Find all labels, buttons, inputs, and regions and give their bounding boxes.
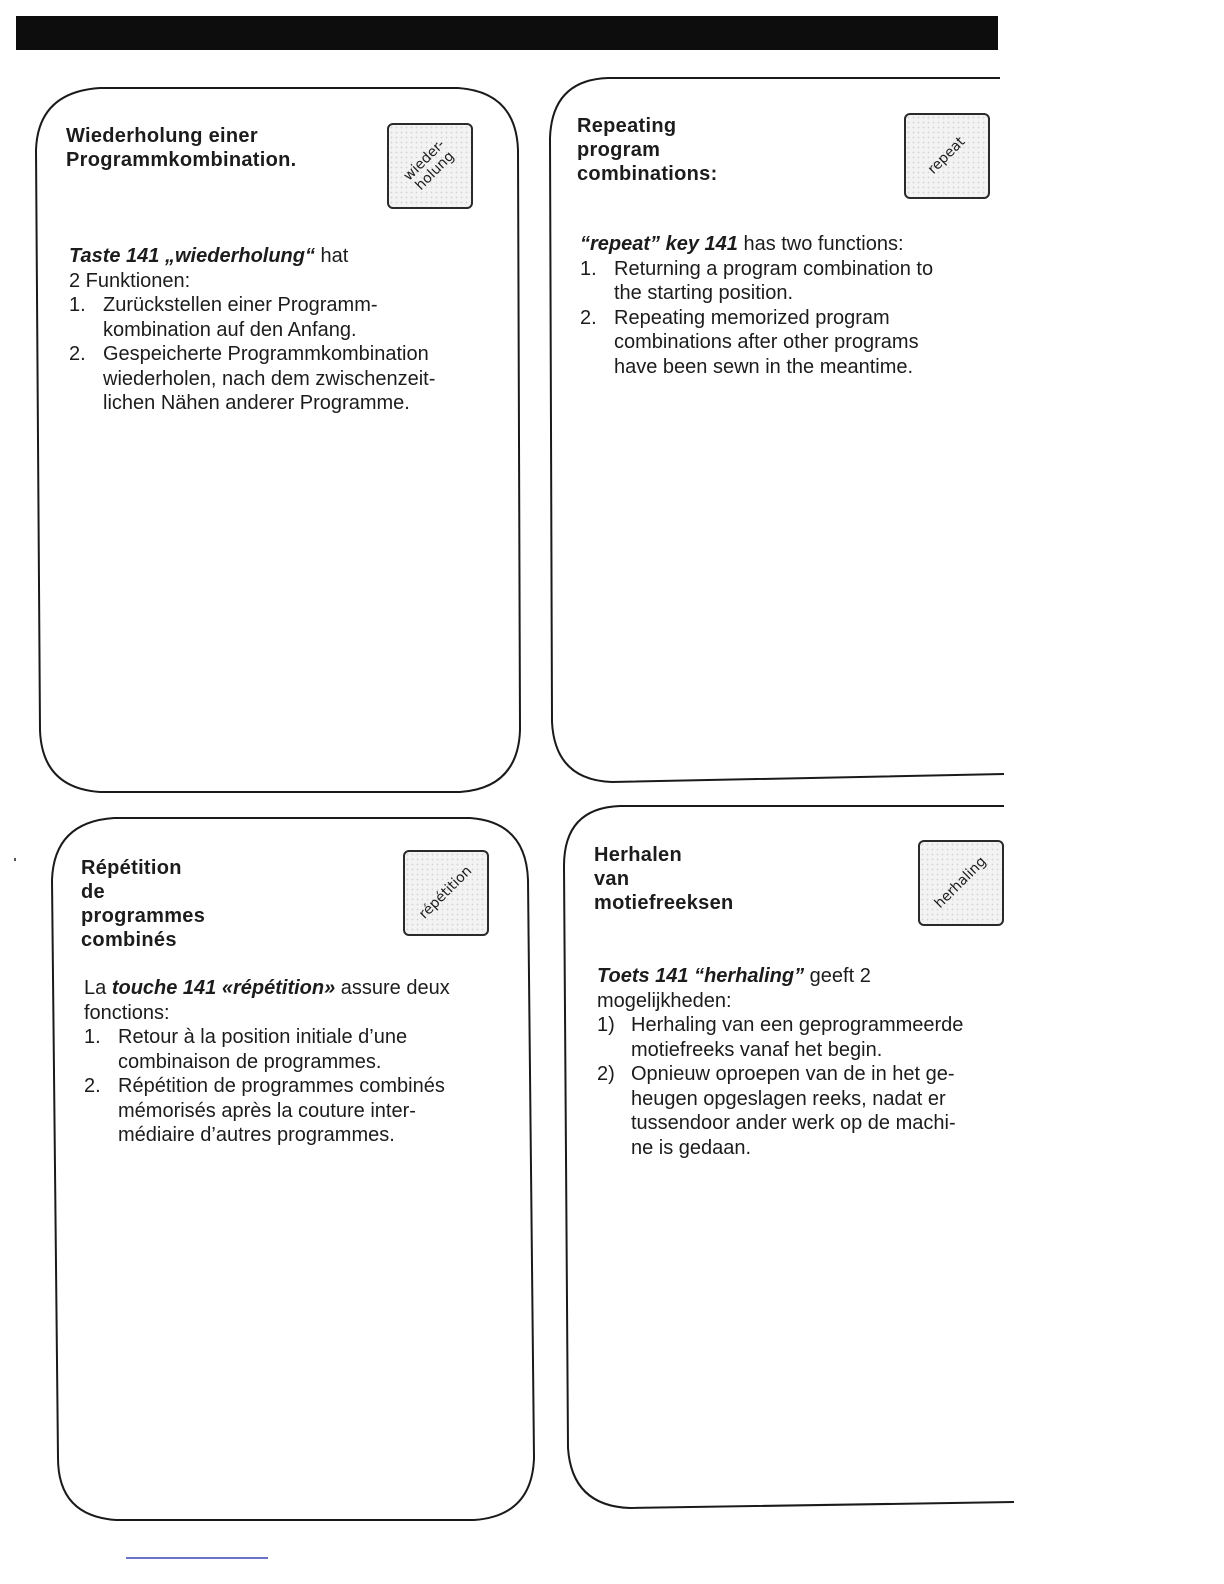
panel-body: “repeat” key 141 has two functions: 1. Returning a program combination to the starting position. 2. Repeating memorized program combinations after other programs have been sewn in the meantime. [580,232,1000,379]
panel-title: Wiederholung einer Programmkombination. [66,125,297,171]
panel-body: Taste 141 „wiederholung“ hat 2 Funktionen: 1. Zurückstellen einer Programm- kombination auf den Anfang. 2. Gespeicherte Programmkombination wiederholen, nach dem zwischenzeit- lichen Nähen anderer Programme. [69,244,509,416]
function-list [597,1013,1017,1160]
panel-title: Répétition de programmes combinés [81,857,206,951]
function-list [580,257,1000,380]
repetition-key-icon: répétition [403,850,489,936]
scan-speck [14,858,16,861]
repeat-key-icon: repeat [904,113,990,199]
list-item: 1. Returning a program combination to the starting position. [580,257,934,304]
list-item: 1. Zurückstellen einer Programm- kombination auf den Anfang. [69,294,378,341]
list-item: 2. Répétition de programmes combinés mémorisés après la couture inter- médiaire d’autres programmes. [84,1075,445,1146]
panel-title: Repeating program combinations: [577,115,718,185]
panel-body: Toets 141 “herhaling” geeft 2 mogelijkheden: 1) Herhaling van een geprogrammeerde motiefreeks vanaf het begin. 2) Opnieuw oproepen van de in het ge- heugen opgeslagen reeks, nadat er tussendoor ander werk op de machi- ne is gedaan. [597,964,1017,1160]
panel-title: Herhalen van motiefreeksen [594,844,734,914]
list-item: 2. Gespeicherte Programmkombination wiederholen, nach dem zwischenzeit- lichen Nähen anderer Programme. [69,343,436,414]
wiederholung-key-icon: wieder- holung [387,123,473,209]
herhaling-key-icon: herhaling [918,840,1004,926]
list-item: 2. Repeating memorized program combinations after other programs have been sewn in the meantime. [580,306,919,378]
panel-body: La touche 141 «répétition» assure deux fonctions: 1. Retour à la position initiale d’une combinaison de programmes. 2. Répétition de programmes combinés mémorisés après la couture inter- médiaire d’autres programmes. [84,976,524,1148]
list-item: 1) Herhaling van een geprogrammeerde motiefreeks vanaf het begin. [597,1014,964,1061]
bottom-rule [126,1557,268,1559]
list-item: 2) Opnieuw oproepen van de in het ge- heugen opgeslagen reeks, nadat er tussendoor ander werk op de machi- ne is gedaan. [597,1063,956,1159]
function-list [69,293,509,416]
function-list [84,1025,524,1148]
list-item: 1. Retour à la position initiale d’une combinaison de programmes. [84,1026,408,1073]
